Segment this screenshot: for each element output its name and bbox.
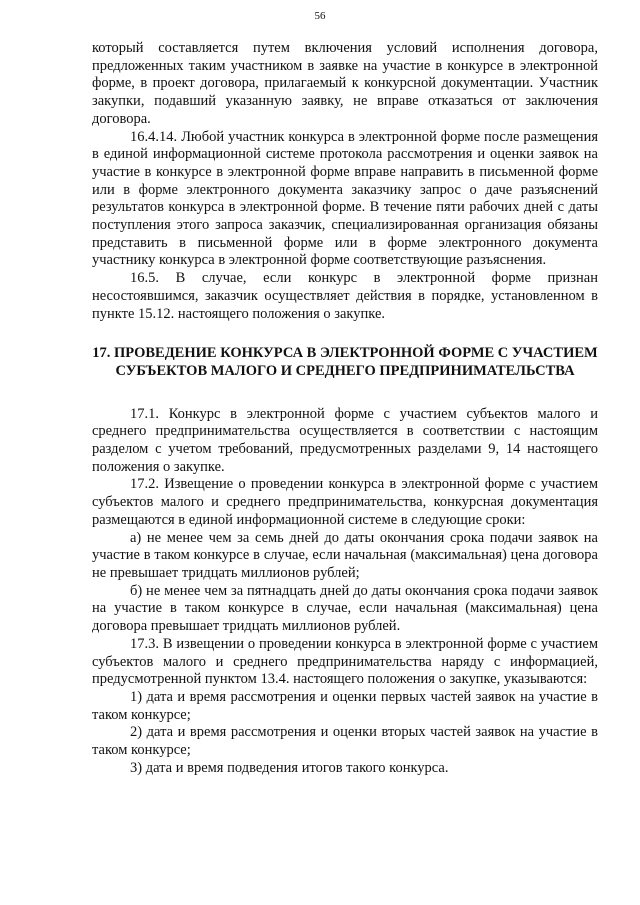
section-heading-17: 17. ПРОВЕДЕНИЕ КОНКУРСА В ЭЛЕКТРОННОЙ ФОРМЕ С УЧАСТИЕМ СУБЪЕКТОВ МАЛОГО И СРЕДНЕГО ПРЕДПРИНИМАТЕЛЬСТВА (92, 345, 598, 379)
paragraph-contract-continuation: который составляется путем включения условий исполнения договора, предложенных таким участником в заявке на участие в конкурсе в электронной форме, в проект договора, прилагаемый к конкурсной документации. Участник закупки, подавший указанную заявку, не вправе отказаться от заключения договора. (92, 40, 598, 127)
page-content (92, 40, 598, 777)
paragraph-17-3: 17.3. В извещении о проведении конкурса в электронной форме с участием субъектов малого и среднего предпринимательства наряду с информацией, предусмотренной пунктом 13.4. настоящего положения о закупке, указываются: (92, 635, 598, 688)
list-item-2: 2) дата и время рассмотрения и оценки вторых частей заявок на участие в таком конкурсе; (92, 724, 598, 759)
paragraph-17-2: 17.2. Извещение о проведении конкурса в электронной форме с участием субъектов малого и среднего предпринимательства, конкурсная документация размещаются в единой информационной системе в следующие сроки: (92, 476, 598, 528)
paragraph-16-4-14: 16.4.14. Любой участник конкурса в электронной форме после размещения в единой информационной системе протокола рассмотрения и оценки заявок на участие в конкурсе в электронной форме вправе направить в письменной форме или в форме электронного документа заказчику запрос о даче разъяснений результатов конкурса в электронной форме. В течение пяти рабочих дней с даты поступления этого запроса заказчик, специализированная организация обязаны представить в письменной форме или в форме электронного документа участнику конкурса в электронной форме соответствующие разъяснения. (92, 128, 598, 269)
list-item-a: а) не менее чем за семь дней до даты окончания срока подачи заявок на участие в таком конкурсе в случае, если начальная (максимальная) цена договора не превышает тридцать миллионов рублей; (92, 529, 598, 581)
paragraph-16-5: 16.5. В случае, если конкурс в электронной форме признан несостоявшимся, заказчик осуществляет действия в порядке, установленном в пункте 15.12. настоящего положения о закупке. (92, 270, 598, 322)
list-item-b: б) не менее чем за пятнадцать дней до даты окончания срока подачи заявок на участие в таком конкурсе в случае, если начальная (максимальная) цена договора превышает тридцать миллионов рублей. (92, 582, 598, 635)
list-item-3: 3) дата и время подведения итогов такого конкурса. (130, 759, 449, 776)
paragraph-17-1: 17.1. Конкурс в электронной форме с участием субъектов малого и среднего предпринимательства осуществляется в соответствии с настоящим разделом с учетом требований, предусмотренных разделами 9, 14 настоящего положения о закупке. (92, 405, 598, 475)
page-number: 56 (314, 10, 326, 22)
list-item-1: 1) дата и время рассмотрения и оценки первых частей заявок на участие в таком конкурсе; (92, 688, 598, 723)
